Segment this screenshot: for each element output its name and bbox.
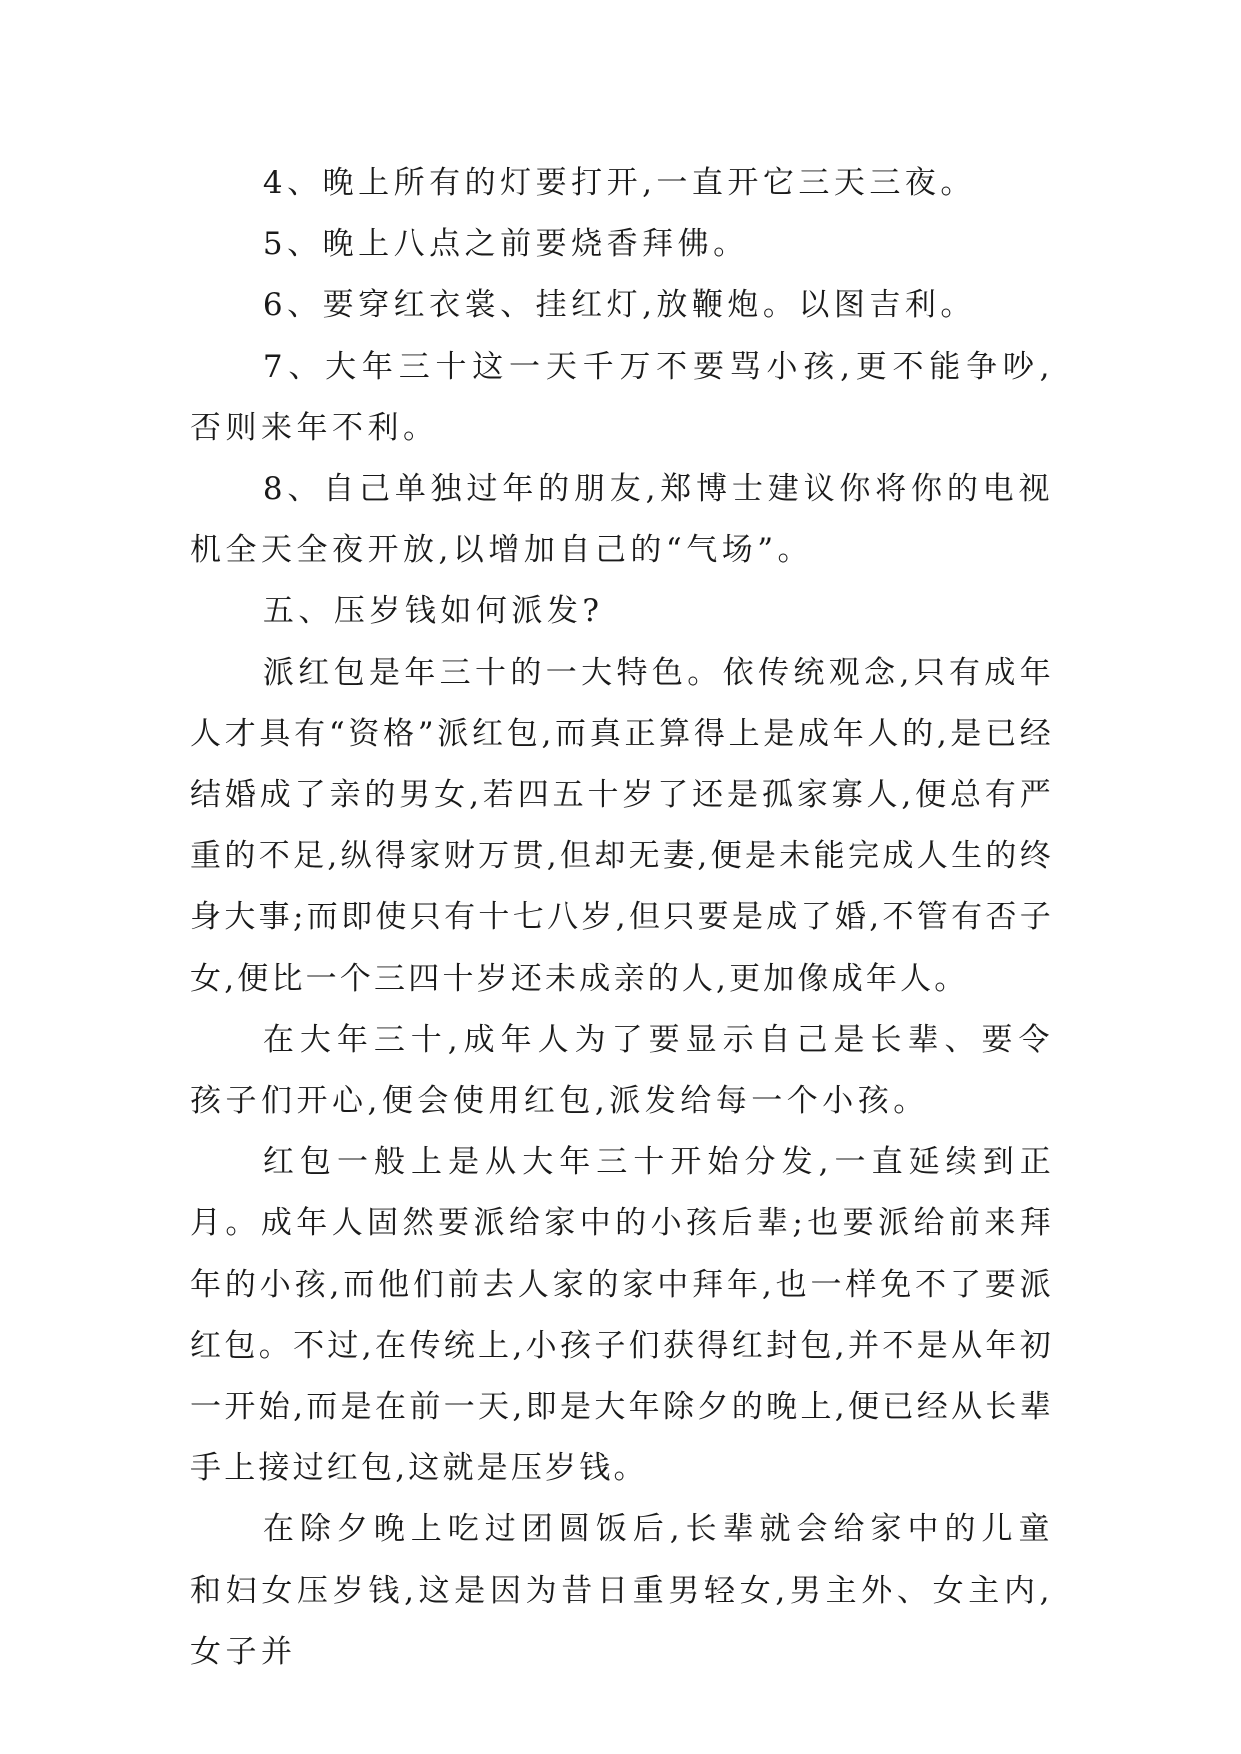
section-heading-5: 五、压岁钱如何派发? — [262, 593, 604, 630]
paragraph-reunion-dinner: 在除夕晚上吃过团圆饭后,长辈就会给家中的儿童和妇女压岁钱,这是因为昔日重男轻女,男主外、女主内,女子并 — [190, 1511, 1054, 1670]
paragraph-item-8: 8、自己单独过年的朋友,郑博士建议你将你的电视机全天全夜开放,以增加自己的“气场”。 — [190, 471, 1054, 569]
paragraph-item-4: 4、晚上所有的灯要打开,一直开它三天三夜。 — [262, 165, 976, 201]
paragraph-red-packet-timing: 红包一般上是从大年三十开始分发,一直延续到正月。成年人固然要派给家中的小孩后辈;也要派给前来拜年的小孩,而他们前去人家的家中拜年,也一样免不了要派红包。不过,在传统上,小孩子们获得红封包,并不是从年初一开始,而是在前一天,即是大年除夕的晚上,便已经从长辈手上接过红包,这就是压岁钱。 — [190, 1144, 1054, 1487]
paragraph-item-7: 7、大年三十这一天千万不要骂小孩,更不能争吵,否则来年不利。 — [190, 348, 1054, 446]
paragraph-new-year-eve: 在大年三十,成年人为了要显示自己是长辈、要令孩子们开心,便会使用红包,派发给每一个小孩。 — [190, 1021, 1054, 1120]
paragraph-item-5: 5、晚上八点之前要烧香拜佛。 — [262, 226, 749, 263]
body-text — [190, 153, 1054, 1683]
paragraph-item-6: 6、要穿红衣裳、挂红灯,放鞭炮。以图吉利。 — [262, 287, 976, 324]
paragraph-red-envelope: 派红包是年三十的一大特色。依传统观念,只有成年人才具有“资格”派红包,而真正算得上是成年人的,是已经结婚成了亲的男女,若四五十岁了还是孤家寡人,便总有严重的不足,纵得家财万贯,但却无妻,便是未能完成人生的终身大事;而即使只有十七八岁,但只要是成了婚,不管有否子女,便比一个三四十岁还未成亲的人,更加像成年人。 — [190, 654, 1054, 997]
